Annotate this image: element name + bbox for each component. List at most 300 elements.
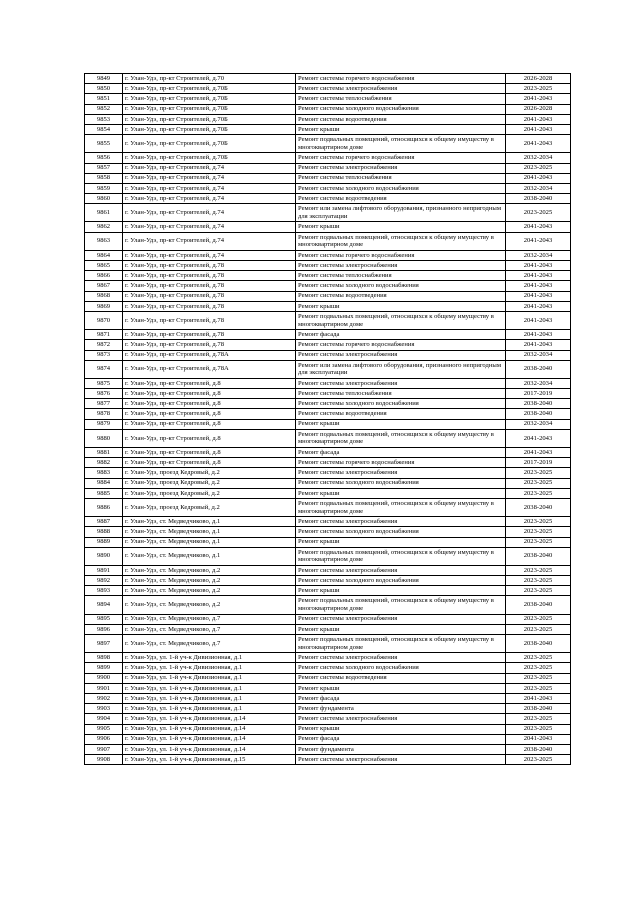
address-cell: г. Улан-Удэ, проезд Кедровый, д.2 [123, 498, 296, 516]
period-cell: 2041-2043 [506, 114, 571, 124]
table-row [85, 724, 571, 734]
address-cell: г. Улан-Удэ, ул. 1-й уч-к Дивизионная, д.1 [123, 673, 296, 683]
period-cell: 2041-2043 [506, 135, 571, 153]
row-number-cell: 9902 [85, 693, 123, 703]
address-cell: г. Улан-Удэ, пр-кт Строителей, д.74 [123, 194, 296, 204]
period-cell: 2038-2040 [506, 399, 571, 409]
address-cell: г. Улан-Удэ, ст. Медведчиково, д.1 [123, 547, 296, 565]
work-type-cell: Ремонт крыши [296, 124, 506, 134]
row-number-cell: 9904 [85, 714, 123, 724]
period-cell: 2041-2043 [506, 222, 571, 232]
period-cell: 2041-2043 [506, 693, 571, 703]
work-type-cell: Ремонт системы теплоснабжения [296, 173, 506, 183]
table-row [85, 222, 571, 232]
work-type-cell: Ремонт системы холодного водоснабжения [296, 281, 506, 291]
address-cell: г. Улан-Удэ, пр-кт Строителей, д.74 [123, 173, 296, 183]
table-row [85, 714, 571, 724]
period-cell: 2041-2043 [506, 232, 571, 250]
period-cell: 2023-2025 [506, 586, 571, 596]
address-cell: г. Улан-Удэ, проезд Кедровый, д.2 [123, 468, 296, 478]
row-number-cell: 9887 [85, 517, 123, 527]
row-number-cell: 9849 [85, 74, 123, 84]
address-cell: г. Улан-Удэ, пр-кт Строителей, д.70Б [123, 94, 296, 104]
period-cell: 2038-2040 [506, 498, 571, 516]
address-cell: г. Улан-Удэ, пр-кт Строителей, д.70Б [123, 104, 296, 114]
period-cell: 2032-2034 [506, 250, 571, 260]
period-cell: 2023-2025 [506, 576, 571, 586]
row-number-cell: 9872 [85, 340, 123, 350]
period-cell: 2023-2025 [506, 614, 571, 624]
work-type-cell: Ремонт системы электроснабжения [296, 565, 506, 575]
row-number-cell: 9907 [85, 744, 123, 754]
period-cell: 2023-2025 [506, 488, 571, 498]
address-cell: г. Улан-Удэ, ст. Медведчиково, д.1 [123, 537, 296, 547]
row-number-cell: 9853 [85, 114, 123, 124]
period-cell: 2038-2040 [506, 744, 571, 754]
row-number-cell: 9888 [85, 527, 123, 537]
table-row [85, 517, 571, 527]
period-cell: 2038-2040 [506, 409, 571, 419]
work-type-cell: Ремонт крыши [296, 683, 506, 693]
period-cell: 2023-2025 [506, 565, 571, 575]
work-type-cell: Ремонт системы электроснабжения [296, 350, 506, 360]
row-number-cell: 9903 [85, 704, 123, 714]
work-type-cell: Ремонт системы горячего водоснабжения [296, 74, 506, 84]
period-cell: 2041-2043 [506, 124, 571, 134]
work-type-cell: Ремонт системы электроснабжения [296, 261, 506, 271]
period-cell: 2038-2040 [506, 360, 571, 378]
period-cell: 2023-2025 [506, 204, 571, 222]
table-row [85, 704, 571, 714]
work-type-cell: Ремонт системы холодного водоснабжения [296, 527, 506, 537]
address-cell: г. Улан-Удэ, ул. 1-й уч-к Дивизионная, д.14 [123, 734, 296, 744]
work-type-cell: Ремонт системы водоотведения [296, 194, 506, 204]
row-number-cell: 9864 [85, 250, 123, 260]
work-type-cell: Ремонт системы горячего водоснабжения [296, 340, 506, 350]
address-cell: г. Улан-Удэ, пр-кт Строителей, д.78А [123, 350, 296, 360]
row-number-cell: 9876 [85, 389, 123, 399]
row-number-cell: 9867 [85, 281, 123, 291]
row-number-cell: 9897 [85, 635, 123, 653]
address-cell: г. Улан-Удэ, ст. Медведчиково, д.7 [123, 635, 296, 653]
work-type-cell: Ремонт системы электроснабжения [296, 714, 506, 724]
work-type-cell: Ремонт системы электроснабжения [296, 653, 506, 663]
period-cell: 2023-2025 [506, 683, 571, 693]
table-row [85, 94, 571, 104]
period-cell: 2026-2028 [506, 104, 571, 114]
period-cell: 2041-2043 [506, 173, 571, 183]
row-number-cell: 9874 [85, 360, 123, 378]
row-number-cell: 9861 [85, 204, 123, 222]
work-type-cell: Ремонт системы электроснабжения [296, 517, 506, 527]
address-cell: г. Улан-Удэ, ст. Медведчиково, д.2 [123, 565, 296, 575]
table-row [85, 84, 571, 94]
period-cell: 2023-2025 [506, 527, 571, 537]
work-type-cell: Ремонт системы горячего водоснабжения [296, 458, 506, 468]
row-number-cell: 9859 [85, 183, 123, 193]
address-cell: г. Улан-Удэ, пр-кт Строителей, д.78 [123, 271, 296, 281]
work-type-cell: Ремонт фасада [296, 448, 506, 458]
work-type-cell: Ремонт системы теплоснабжения [296, 271, 506, 281]
table-row [85, 537, 571, 547]
address-cell: г. Улан-Удэ, проезд Кедровый, д.2 [123, 488, 296, 498]
address-cell: г. Улан-Удэ, пр-кт Строителей, д.78 [123, 281, 296, 291]
period-cell: 2023-2025 [506, 478, 571, 488]
work-type-cell: Ремонт крыши [296, 537, 506, 547]
row-number-cell: 9871 [85, 330, 123, 340]
row-number-cell: 9862 [85, 222, 123, 232]
row-number-cell: 9865 [85, 261, 123, 271]
row-number-cell: 9880 [85, 429, 123, 447]
row-number-cell: 9860 [85, 194, 123, 204]
row-number-cell: 9899 [85, 663, 123, 673]
table-row [85, 527, 571, 537]
address-cell: г. Улан-Удэ, пр-кт Строителей, д.78 [123, 291, 296, 301]
work-type-cell: Ремонт крыши [296, 724, 506, 734]
address-cell: г. Улан-Удэ, ст. Медведчиково, д.7 [123, 614, 296, 624]
row-number-cell: 9850 [85, 84, 123, 94]
table-row [85, 281, 571, 291]
repair-schedule-table [84, 73, 571, 765]
work-type-cell: Ремонт системы электроснабжения [296, 378, 506, 388]
row-number-cell: 9884 [85, 478, 123, 488]
address-cell: г. Улан-Удэ, пр-кт Строителей, д.8 [123, 458, 296, 468]
period-cell: 2023-2025 [506, 755, 571, 765]
table-row [85, 360, 571, 378]
table-row [85, 576, 571, 586]
table-row [85, 114, 571, 124]
table-row [85, 468, 571, 478]
period-cell: 2041-2043 [506, 311, 571, 329]
address-cell: г. Улан-Удэ, пр-кт Строителей, д.8 [123, 378, 296, 388]
address-cell: г. Улан-Удэ, пр-кт Строителей, д.78 [123, 311, 296, 329]
row-number-cell: 9873 [85, 350, 123, 360]
work-type-cell: Ремонт системы электроснабжения [296, 163, 506, 173]
row-number-cell: 9894 [85, 596, 123, 614]
address-cell: г. Улан-Удэ, проезд Кедровый, д.2 [123, 478, 296, 488]
address-cell: г. Улан-Удэ, пр-кт Строителей, д.74 [123, 232, 296, 250]
period-cell: 2023-2025 [506, 663, 571, 673]
period-cell: 2032-2034 [506, 350, 571, 360]
table-row [85, 340, 571, 350]
address-cell: г. Улан-Удэ, пр-кт Строителей, д.8 [123, 399, 296, 409]
table-row [85, 232, 571, 250]
table-row [85, 163, 571, 173]
work-type-cell: Ремонт или замена лифтового оборудования, признанного непригодным для эксплуатации [296, 204, 506, 222]
address-cell: г. Улан-Удэ, пр-кт Строителей, д.8 [123, 448, 296, 458]
work-type-cell: Ремонт крыши [296, 586, 506, 596]
period-cell: 2023-2025 [506, 624, 571, 634]
table-row [85, 124, 571, 134]
period-cell: 2038-2040 [506, 704, 571, 714]
table-row [85, 429, 571, 447]
row-number-cell: 9868 [85, 291, 123, 301]
work-type-cell: Ремонт фасада [296, 330, 506, 340]
table-row [85, 448, 571, 458]
work-type-cell: Ремонт системы водоотведения [296, 291, 506, 301]
table-row [85, 204, 571, 222]
table-row [85, 693, 571, 703]
row-number-cell: 9881 [85, 448, 123, 458]
table-row [85, 635, 571, 653]
address-cell: г. Улан-Удэ, ул. 1-й уч-к Дивизионная, д.15 [123, 755, 296, 765]
table-row [85, 271, 571, 281]
work-type-cell: Ремонт системы холодного водоснабжения [296, 399, 506, 409]
address-cell: г. Улан-Удэ, ст. Медведчиково, д.1 [123, 527, 296, 537]
address-cell: г. Улан-Удэ, ул. 1-й уч-к Дивизионная, д.14 [123, 714, 296, 724]
address-cell: г. Улан-Удэ, ст. Медведчиково, д.2 [123, 586, 296, 596]
period-cell: 2038-2040 [506, 596, 571, 614]
work-type-cell: Ремонт системы холодного водоснабжения [296, 478, 506, 488]
work-type-cell: Ремонт системы горячего водоснабжения [296, 153, 506, 163]
table-row [85, 74, 571, 84]
work-type-cell: Ремонт системы водоотведения [296, 114, 506, 124]
table-row [85, 350, 571, 360]
table-row [85, 663, 571, 673]
table-row [85, 250, 571, 260]
period-cell: 2041-2043 [506, 734, 571, 744]
work-type-cell: Ремонт системы водоотведения [296, 409, 506, 419]
address-cell: г. Улан-Удэ, ст. Медведчиково, д.2 [123, 596, 296, 614]
address-cell: г. Улан-Удэ, ул. 1-й уч-к Дивизионная, д.1 [123, 653, 296, 663]
address-cell: г. Улан-Удэ, пр-кт Строителей, д.70Б [123, 135, 296, 153]
work-type-cell: Ремонт подвальных помещений, относящихся к общему имуществу в многоквартирном доме [296, 135, 506, 153]
address-cell: г. Улан-Удэ, ул. 1-й уч-к Дивизионная, д.1 [123, 663, 296, 673]
work-type-cell: Ремонт подвальных помещений, относящихся к общему имуществу в многоквартирном доме [296, 311, 506, 329]
row-number-cell: 9856 [85, 153, 123, 163]
work-type-cell: Ремонт подвальных помещений, относящихся к общему имуществу в многоквартирном доме [296, 547, 506, 565]
period-cell: 2041-2043 [506, 301, 571, 311]
period-cell: 2017-2019 [506, 389, 571, 399]
row-number-cell: 9858 [85, 173, 123, 183]
work-type-cell: Ремонт системы теплоснабжения [296, 389, 506, 399]
work-type-cell: Ремонт системы водоотведения [296, 673, 506, 683]
table-row [85, 389, 571, 399]
table-row [85, 409, 571, 419]
work-type-cell: Ремонт системы электроснабжения [296, 468, 506, 478]
period-cell: 2038-2040 [506, 635, 571, 653]
address-cell: г. Улан-Удэ, ул. 1-й уч-к Дивизионная, д.1 [123, 693, 296, 703]
address-cell: г. Улан-Удэ, пр-кт Строителей, д.8 [123, 429, 296, 447]
table-row [85, 419, 571, 429]
table-row [85, 488, 571, 498]
address-cell: г. Улан-Удэ, пр-кт Строителей, д.78 [123, 340, 296, 350]
row-number-cell: 9885 [85, 488, 123, 498]
address-cell: г. Улан-Удэ, пр-кт Строителей, д.70 [123, 74, 296, 84]
period-cell: 2041-2043 [506, 340, 571, 350]
table-row [85, 624, 571, 634]
table-row [85, 673, 571, 683]
address-cell: г. Улан-Удэ, пр-кт Строителей, д.70Б [123, 124, 296, 134]
work-type-cell: Ремонт системы теплоснабжения [296, 94, 506, 104]
address-cell: г. Улан-Удэ, пр-кт Строителей, д.74 [123, 250, 296, 260]
table-row [85, 183, 571, 193]
table-row [85, 586, 571, 596]
table-row [85, 261, 571, 271]
address-cell: г. Улан-Удэ, пр-кт Строителей, д.74 [123, 163, 296, 173]
period-cell: 2023-2025 [506, 673, 571, 683]
table-row [85, 755, 571, 765]
address-cell: г. Улан-Удэ, ул. 1-й уч-к Дивизионная, д.14 [123, 744, 296, 754]
address-cell: г. Улан-Удэ, пр-кт Строителей, д.74 [123, 183, 296, 193]
period-cell: 2023-2025 [506, 468, 571, 478]
row-number-cell: 9855 [85, 135, 123, 153]
row-number-cell: 9879 [85, 419, 123, 429]
work-type-cell: Ремонт или замена лифтового оборудования, признанного непригодным для эксплуатации [296, 360, 506, 378]
row-number-cell: 9883 [85, 468, 123, 478]
repair-schedule-body [85, 74, 571, 765]
period-cell: 2023-2025 [506, 714, 571, 724]
address-cell: г. Улан-Удэ, ст. Медведчиково, д.2 [123, 576, 296, 586]
row-number-cell: 9906 [85, 734, 123, 744]
row-number-cell: 9893 [85, 586, 123, 596]
period-cell: 2041-2043 [506, 429, 571, 447]
row-number-cell: 9886 [85, 498, 123, 516]
row-number-cell: 9878 [85, 409, 123, 419]
period-cell: 2026-2028 [506, 74, 571, 84]
table-row [85, 734, 571, 744]
address-cell: г. Улан-Удэ, ст. Медведчиково, д.1 [123, 517, 296, 527]
period-cell: 2023-2025 [506, 537, 571, 547]
period-cell: 2032-2034 [506, 183, 571, 193]
row-number-cell: 9891 [85, 565, 123, 575]
table-row [85, 653, 571, 663]
row-number-cell: 9892 [85, 576, 123, 586]
work-type-cell: Ремонт крыши [296, 222, 506, 232]
address-cell: г. Улан-Удэ, пр-кт Строителей, д.74 [123, 204, 296, 222]
period-cell: 2038-2040 [506, 547, 571, 565]
work-type-cell: Ремонт крыши [296, 419, 506, 429]
work-type-cell: Ремонт подвальных помещений, относящихся к общему имуществу в многоквартирном доме [296, 429, 506, 447]
work-type-cell: Ремонт системы электроснабжения [296, 84, 506, 94]
address-cell: г. Улан-Удэ, пр-кт Строителей, д.8 [123, 389, 296, 399]
work-type-cell: Ремонт системы электроснабжения [296, 755, 506, 765]
period-cell: 2041-2043 [506, 271, 571, 281]
row-number-cell: 9901 [85, 683, 123, 693]
row-number-cell: 9854 [85, 124, 123, 134]
work-type-cell: Ремонт системы холодного водоснабжения [296, 663, 506, 673]
row-number-cell: 9900 [85, 673, 123, 683]
address-cell: г. Улан-Удэ, ул. 1-й уч-к Дивизионная, д.14 [123, 724, 296, 734]
work-type-cell: Ремонт системы электроснабжения [296, 614, 506, 624]
period-cell: 2017-2019 [506, 458, 571, 468]
row-number-cell: 9869 [85, 301, 123, 311]
table-row [85, 498, 571, 516]
period-cell: 2041-2043 [506, 291, 571, 301]
work-type-cell: Ремонт системы холодного водоснабжения [296, 183, 506, 193]
work-type-cell: Ремонт системы горячего водоснабжения [296, 250, 506, 260]
work-type-cell: Ремонт системы холодного водоснабжения [296, 576, 506, 586]
period-cell: 2032-2034 [506, 378, 571, 388]
period-cell: 2041-2043 [506, 330, 571, 340]
table-row [85, 173, 571, 183]
work-type-cell: Ремонт фасада [296, 693, 506, 703]
row-number-cell: 9851 [85, 94, 123, 104]
address-cell: г. Улан-Удэ, пр-кт Строителей, д.70Б [123, 153, 296, 163]
address-cell: г. Улан-Удэ, пр-кт Строителей, д.78 [123, 261, 296, 271]
row-number-cell: 9889 [85, 537, 123, 547]
table-row [85, 744, 571, 754]
table-row [85, 399, 571, 409]
address-cell: г. Улан-Удэ, пр-кт Строителей, д.78 [123, 330, 296, 340]
period-cell: 2041-2043 [506, 261, 571, 271]
work-type-cell: Ремонт крыши [296, 624, 506, 634]
table-row [85, 596, 571, 614]
row-number-cell: 9870 [85, 311, 123, 329]
row-number-cell: 9896 [85, 624, 123, 634]
address-cell: г. Улан-Удэ, пр-кт Строителей, д.78 [123, 301, 296, 311]
period-cell: 2023-2025 [506, 84, 571, 94]
period-cell: 2032-2034 [506, 153, 571, 163]
period-cell: 2023-2025 [506, 517, 571, 527]
address-cell: г. Улан-Удэ, пр-кт Строителей, д.70Б [123, 114, 296, 124]
period-cell: 2023-2025 [506, 653, 571, 663]
address-cell: г. Улан-Удэ, ул. 1-й уч-к Дивизионная, д.1 [123, 704, 296, 714]
table-row [85, 330, 571, 340]
row-number-cell: 9857 [85, 163, 123, 173]
period-cell: 2032-2034 [506, 419, 571, 429]
period-cell: 2023-2025 [506, 163, 571, 173]
row-number-cell: 9908 [85, 755, 123, 765]
address-cell: г. Улан-Удэ, пр-кт Строителей, д.70Б [123, 84, 296, 94]
work-type-cell: Ремонт подвальных помещений, относящихся к общему имуществу в многоквартирном доме [296, 232, 506, 250]
table-row [85, 153, 571, 163]
row-number-cell: 9898 [85, 653, 123, 663]
address-cell: г. Улан-Удэ, пр-кт Строителей, д.8 [123, 419, 296, 429]
row-number-cell: 9882 [85, 458, 123, 468]
table-row [85, 104, 571, 114]
address-cell: г. Улан-Удэ, пр-кт Строителей, д.74 [123, 222, 296, 232]
work-type-cell: Ремонт фундамента [296, 704, 506, 714]
work-type-cell: Ремонт подвальных помещений, относящихся к общему имуществу в многоквартирном доме [296, 596, 506, 614]
work-type-cell: Ремонт системы холодного водоснабжения [296, 104, 506, 114]
work-type-cell: Ремонт крыши [296, 488, 506, 498]
row-number-cell: 9890 [85, 547, 123, 565]
period-cell: 2041-2043 [506, 448, 571, 458]
table-row [85, 614, 571, 624]
address-cell: г. Улан-Удэ, ул. 1-й уч-к Дивизионная, д.1 [123, 683, 296, 693]
work-type-cell: Ремонт крыши [296, 301, 506, 311]
row-number-cell: 9875 [85, 378, 123, 388]
row-number-cell: 9852 [85, 104, 123, 114]
table-row [85, 683, 571, 693]
period-cell: 2023-2025 [506, 724, 571, 734]
address-cell: г. Улан-Удэ, пр-кт Строителей, д.78А [123, 360, 296, 378]
work-type-cell: Ремонт подвальных помещений, относящихся к общему имуществу в многоквартирном доме [296, 498, 506, 516]
table-row [85, 311, 571, 329]
table-row [85, 378, 571, 388]
table-row [85, 478, 571, 488]
row-number-cell: 9863 [85, 232, 123, 250]
period-cell: 2041-2043 [506, 94, 571, 104]
period-cell: 2038-2040 [506, 194, 571, 204]
table-row [85, 194, 571, 204]
work-type-cell: Ремонт фундамента [296, 744, 506, 754]
work-type-cell: Ремонт подвальных помещений, относящихся к общему имуществу в многоквартирном доме [296, 635, 506, 653]
address-cell: г. Улан-Удэ, пр-кт Строителей, д.8 [123, 409, 296, 419]
table-row [85, 291, 571, 301]
row-number-cell: 9895 [85, 614, 123, 624]
row-number-cell: 9866 [85, 271, 123, 281]
table-row [85, 565, 571, 575]
table-row [85, 135, 571, 153]
table-row [85, 547, 571, 565]
row-number-cell: 9905 [85, 724, 123, 734]
table-row [85, 301, 571, 311]
row-number-cell: 9877 [85, 399, 123, 409]
address-cell: г. Улан-Удэ, ст. Медведчиково, д.7 [123, 624, 296, 634]
table-row [85, 458, 571, 468]
